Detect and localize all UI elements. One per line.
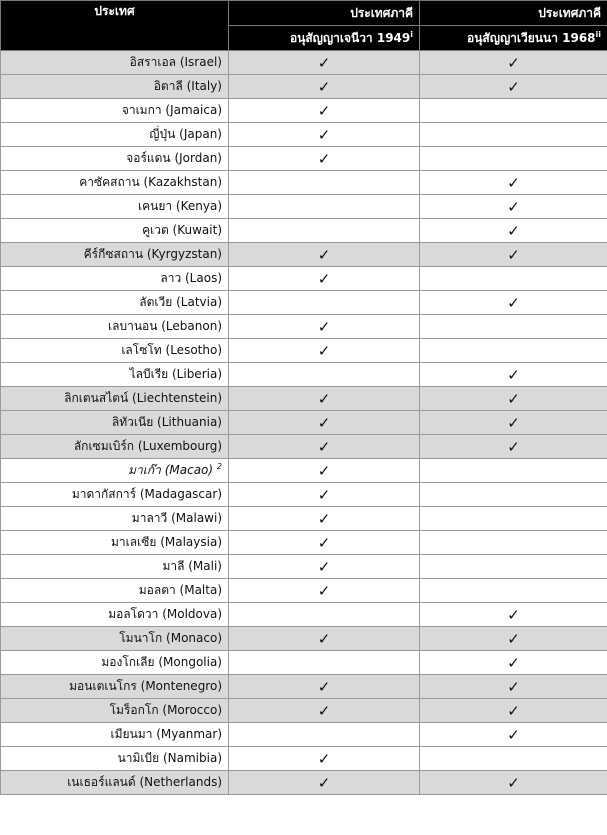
country-name-cell [1,291,229,315]
table-row [1,627,607,651]
country-name: มอลโดวา (Moldova) [108,607,222,621]
country-name: ลัตเวีย (Latvia) [139,295,222,309]
country-name-cell [1,507,229,531]
country-column-header: ประเทศ [1,1,229,51]
country-name: คีร์กีซสถาน (Kyrgyzstan) [83,247,222,261]
country-name-cell [1,579,229,603]
geneva-party-cell [229,675,420,699]
table-row [1,603,607,627]
vienna-party-cell [420,363,607,387]
country-name-cell [1,675,229,699]
geneva-party-cell [229,219,420,243]
geneva-party-cell [229,267,420,291]
country-name-cell [1,339,229,363]
table-row [1,723,607,747]
vienna-party-cell [420,555,607,579]
country-name-cell [1,459,229,483]
country-name: มาเลเซีย (Malaysia) [111,535,222,549]
country-name-cell [1,387,229,411]
checkmark-icon: ✓ [317,773,331,792]
checkmark-icon: ✓ [507,653,520,672]
vienna-party-cell [420,123,607,147]
checkmark-icon: ✓ [317,317,331,336]
country-name-cell [1,531,229,555]
country-name-cell [1,267,229,291]
country-name: มาเก๊า (Macao) [128,463,214,477]
country-name: คาซัคสถาน (Kazakhstan) [79,175,222,189]
checkmark-icon: ✓ [507,413,520,432]
vienna-party-cell [420,51,607,75]
checkmark-icon: ✓ [317,581,331,600]
country-name-cell [1,363,229,387]
table-row [1,411,607,435]
geneva-party-cell [229,699,420,723]
country-name: เนเธอร์แลนด์ (Netherlands) [67,775,222,789]
vienna-party-cell [420,411,607,435]
country-footnote-marker: 2 [216,462,222,471]
geneva-column-header-line2 [229,26,420,51]
vienna-party-cell [420,147,607,171]
country-name: อิสราเอล (Israel) [129,55,222,69]
country-name: ลิทัวเนีย (Lithuania) [111,415,222,429]
country-name: มอลตา (Malta) [138,583,222,597]
geneva-party-cell [229,627,420,651]
country-name: มาดากัสการ์ (Madagascar) [71,487,222,501]
geneva-party-cell [229,771,420,795]
checkmark-icon: ✓ [507,605,520,624]
vienna-party-cell [420,627,607,651]
checkmark-icon: ✓ [507,725,520,744]
country-name-cell [1,555,229,579]
geneva-party-cell [229,363,420,387]
country-name-cell [1,315,229,339]
vienna-party-cell [420,459,607,483]
table-row [1,339,607,363]
vienna-party-cell [420,435,607,459]
checkmark-icon: ✓ [507,773,520,792]
country-name: อิตาลี (Italy) [153,79,222,93]
country-name: มาลี (Mali) [162,559,222,573]
country-name-cell [1,603,229,627]
checkmark-icon: ✓ [317,677,331,696]
vienna-party-cell [420,291,607,315]
checkmark-icon: ✓ [317,413,331,432]
vienna-party-cell [420,531,607,555]
checkmark-icon: ✓ [317,461,331,480]
table-row [1,579,607,603]
table-row [1,51,607,75]
geneva-party-cell [229,123,420,147]
country-name-cell [1,723,229,747]
checkmark-icon: ✓ [507,53,520,72]
checkmark-icon: ✓ [317,629,331,648]
country-name-cell [1,51,229,75]
geneva-party-cell [229,315,420,339]
vienna-party-cell [420,219,607,243]
geneva-party-cell [229,291,420,315]
table-row [1,507,607,531]
checkmark-icon: ✓ [317,149,331,168]
table-row [1,75,607,99]
geneva-party-cell [229,483,420,507]
vienna-party-cell [420,483,607,507]
checkmark-icon: ✓ [507,365,520,384]
geneva-party-cell [229,411,420,435]
checkmark-icon: ✓ [317,269,331,288]
country-name-cell [1,747,229,771]
geneva-convention-label: อนุสัญญาเจนีวา 1949 [289,31,411,45]
country-name: ลักเซมเบิร์ก (Luxembourg) [73,439,222,453]
vienna-party-cell [420,315,607,339]
geneva-column-header-line1: ประเทศภาคี [229,1,420,26]
geneva-party-cell [229,99,420,123]
country-name-cell [1,483,229,507]
table-row [1,219,607,243]
table-row [1,435,607,459]
checkmark-icon: ✓ [317,389,331,408]
country-name: มอนเตเนโกร (Montenegro) [69,679,222,693]
table-row [1,291,607,315]
checkmark-icon: ✓ [317,509,331,528]
vienna-footnote-marker: ii [595,30,601,39]
country-name-cell [1,75,229,99]
geneva-footnote-marker: i [410,30,413,39]
checkmark-icon: ✓ [507,245,520,264]
country-name-cell [1,651,229,675]
vienna-party-cell [420,579,607,603]
checkmark-icon: ✓ [317,533,331,552]
table-row [1,315,607,339]
vienna-party-cell [420,387,607,411]
geneva-party-cell [229,531,420,555]
checkmark-icon: ✓ [507,437,520,456]
vienna-party-cell [420,699,607,723]
country-name: เคนยา (Kenya) [138,199,222,213]
country-name-cell [1,219,229,243]
checkmark-icon: ✓ [317,77,331,96]
geneva-party-cell [229,723,420,747]
checkmark-icon: ✓ [317,125,331,144]
country-name: ญี่ปุ่น (Japan) [149,127,222,141]
geneva-party-cell [229,603,420,627]
table-row [1,771,607,795]
table-row [1,555,607,579]
vienna-party-cell [420,747,607,771]
vienna-column-header-line2 [420,26,607,51]
vienna-party-cell [420,243,607,267]
table-row [1,531,607,555]
vienna-party-cell [420,603,607,627]
checkmark-icon: ✓ [317,245,331,264]
vienna-party-cell [420,339,607,363]
country-name-cell [1,195,229,219]
table-row [1,195,607,219]
geneva-party-cell [229,195,420,219]
table-row [1,459,607,483]
vienna-convention-label: อนุสัญญาเวียนนา 1968 [467,31,596,45]
geneva-party-cell [229,339,420,363]
country-name-cell [1,411,229,435]
vienna-party-cell [420,771,607,795]
table-row [1,267,607,291]
checkmark-icon: ✓ [507,629,520,648]
country-name: จอร์แดน (Jordan) [126,151,222,165]
country-name-cell [1,435,229,459]
table-row [1,675,607,699]
country-name: มองโกเลีย (Mongolia) [101,655,222,669]
table-row [1,147,607,171]
checkmark-icon: ✓ [317,437,331,456]
checkmark-icon: ✓ [507,293,520,312]
checkmark-icon: ✓ [317,749,331,768]
checkmark-icon: ✓ [507,173,520,192]
checkmark-icon: ✓ [507,221,520,240]
geneva-party-cell [229,171,420,195]
table-row [1,651,607,675]
country-name: โมนาโก (Monaco) [119,631,222,645]
table-row [1,363,607,387]
checkmark-icon: ✓ [317,557,331,576]
vienna-party-cell [420,75,607,99]
vienna-party-cell [420,651,607,675]
vienna-party-cell [420,723,607,747]
vienna-party-cell [420,507,607,531]
geneva-party-cell [229,243,420,267]
vienna-party-cell [420,675,607,699]
table-header [1,1,607,51]
country-name: คูเวต (Kuwait) [142,223,222,237]
geneva-party-cell [229,651,420,675]
table-body [1,51,607,795]
country-name: จาเมกา (Jamaica) [121,103,222,117]
country-name: เลโซโท (Lesotho) [121,343,222,357]
country-name: เลบานอน (Lebanon) [108,319,222,333]
vienna-party-cell [420,195,607,219]
geneva-party-cell [229,387,420,411]
country-name: มาลาวี (Malawi) [131,511,222,525]
checkmark-icon: ✓ [507,77,520,96]
table-row [1,243,607,267]
checkmark-icon: ✓ [317,701,331,720]
geneva-party-cell [229,147,420,171]
table-row [1,483,607,507]
country-name-cell [1,699,229,723]
country-name: ลิกเตนสไตน์ (Liechtenstein) [64,391,222,405]
table-row [1,99,607,123]
vienna-party-cell [420,171,607,195]
checkmark-icon: ✓ [507,701,520,720]
country-name-cell [1,99,229,123]
country-name: ลาว (Laos) [160,271,222,285]
checkmark-icon: ✓ [507,677,520,696]
geneva-party-cell [229,747,420,771]
checkmark-icon: ✓ [317,53,331,72]
country-name-cell [1,171,229,195]
country-name: โมร็อกโก (Morocco) [109,703,222,717]
table-row [1,171,607,195]
checkmark-icon: ✓ [507,389,520,408]
table-row [1,123,607,147]
vienna-party-cell [420,267,607,291]
country-name: นามิเบีย (Namibia) [117,751,222,765]
geneva-party-cell [229,507,420,531]
vienna-party-cell [420,99,607,123]
geneva-party-cell [229,579,420,603]
country-name-cell [1,771,229,795]
country-name-cell [1,147,229,171]
geneva-party-cell [229,75,420,99]
vienna-column-header-line1: ประเทศภาคี [420,1,607,26]
geneva-party-cell [229,459,420,483]
table-row [1,699,607,723]
checkmark-icon: ✓ [507,197,520,216]
checkmark-icon: ✓ [317,485,331,504]
country-name-cell [1,123,229,147]
country-name-cell [1,243,229,267]
table-row [1,387,607,411]
geneva-party-cell [229,555,420,579]
country-name: เมียนมา (Myanmar) [110,727,222,741]
country-name: ไลบีเรีย (Liberia) [129,367,222,381]
checkmark-icon: ✓ [317,101,331,120]
geneva-party-cell [229,435,420,459]
country-name-cell [1,627,229,651]
geneva-party-cell [229,51,420,75]
checkmark-icon: ✓ [317,341,331,360]
table-row [1,747,607,771]
